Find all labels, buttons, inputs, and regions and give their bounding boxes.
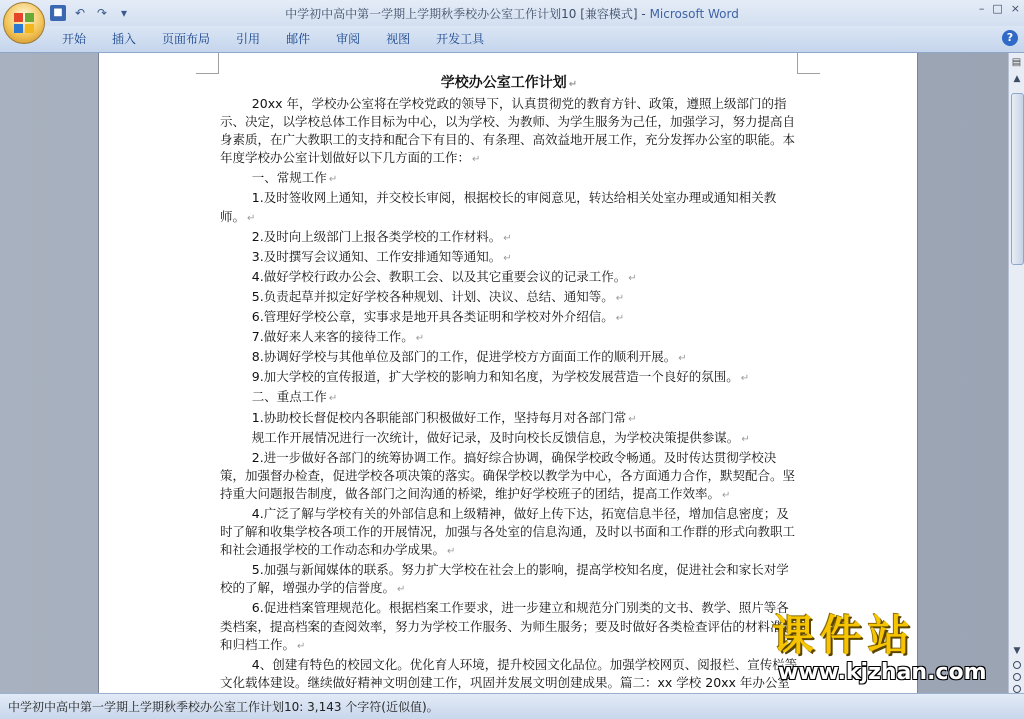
- watermark-url: www.kjzhan.com: [778, 660, 987, 685]
- paragraph-mark-icon: ↵: [397, 584, 406, 596]
- watermark-brand: 课件站: [772, 611, 917, 660]
- window-controls: [979, 2, 1020, 15]
- paragraph-mark-icon: ↵: [328, 174, 338, 186]
- office-logo-icon: [14, 13, 34, 33]
- paragraph: 8.协调好学校与其他单位及部门的工作，促进学校方方面面工作的顺利开展。 ↵: [220, 349, 687, 365]
- close-button[interactable]: ×: [1010, 2, 1020, 15]
- paragraph-mark-icon: ↵: [678, 353, 687, 365]
- tab-home[interactable]: 开始: [62, 32, 87, 46]
- paragraph-mark-icon: ↵: [472, 154, 481, 166]
- document-name: 中学初中高中第一学期上学期秋季校办公室工作计划10 [兼容模式] -: [285, 7, 650, 21]
- app-name: Microsoft Word: [649, 7, 739, 21]
- paragraph-mark-icon: ↵: [415, 333, 425, 345]
- save-icon[interactable]: ■: [50, 5, 66, 21]
- tab-references[interactable]: 引用: [236, 32, 261, 46]
- crop-mark: [797, 53, 820, 74]
- office-button[interactable]: [3, 2, 45, 44]
- paragraph-mark-icon: ↵: [328, 393, 338, 405]
- undo-icon[interactable]: ↶: [74, 6, 86, 20]
- tab-mailings[interactable]: 邮件: [286, 32, 311, 46]
- paragraph: 4.做好学校行政办公会、教职工会、以及其它重要会议的记录工作。 ↵: [220, 268, 637, 284]
- tab-view[interactable]: 视图: [386, 32, 411, 46]
- maximize-button[interactable]: □: [992, 2, 1003, 15]
- vertical-scrollbar[interactable]: [1008, 53, 1024, 693]
- status-bar: [0, 693, 1024, 719]
- scroll-up-icon[interactable]: ▲: [1013, 74, 1021, 84]
- paragraph: 1.协助校长督促校内各职能部门积极做好工作，坚持每月对各部门常 ↵: [220, 409, 637, 425]
- crop-mark: [196, 53, 219, 74]
- paragraph: 6.管理好学校公章，实事求是地开具各类证明和学校对外介绍信。 ↵: [220, 309, 625, 325]
- status-text: 中学初中高中第一学期上学期秋季校办公室工作计划10: 3,143 个字符(近似值)。: [8, 700, 439, 714]
- paragraph-mark-icon: ↵: [722, 489, 731, 501]
- paragraph: 一、常规工作 ↵: [220, 170, 338, 186]
- redo-icon[interactable]: ↷: [96, 6, 108, 20]
- paragraph: 6.促进档案管理规范化。根据档案工作要求，进一步建立和规范分门别类的文书、教学、照片等各类档案，提高档案的查阅效率，努力为学校工作服务、为师生服务；要及时做好各类检查评估的材料准备和归档工作。 ↵: [220, 600, 796, 652]
- paragraph-mark-icon: ↵: [741, 433, 750, 445]
- paragraph: 规工作开展情况进行一次统计，做好记录，及时向校长反馈信息，为学校决策提供参谋。 ↵: [220, 429, 750, 445]
- paragraph-mark-icon: ↵: [503, 232, 512, 244]
- paragraph: 二、重点工作 ↵: [220, 389, 338, 405]
- paragraph: 20xx 年，学校办公室将在学校党政的领导下，认真贯彻党的教育方针、政策，遵照上级部门的指示、决定，以学校总体工作目标为中心，以为学校、为教师、为学生服务为己任，加强学习，努力提高自身素质，在广大教职工的支持和配合下有目的、有条理、高效益地开展工作，充分发挥办公室的职能。本年度学校办公室计划做好以下几方面的工作： ↵: [220, 96, 796, 166]
- paragraph-mark-icon: ↵: [247, 212, 256, 224]
- tab-page-layout[interactable]: 页面布局: [162, 32, 211, 46]
- help-icon[interactable]: ?: [1002, 30, 1018, 46]
- paragraph-mark-icon: ↵: [628, 272, 637, 284]
- document-area: [0, 53, 1008, 693]
- paragraph-mark-icon: ↵: [297, 640, 306, 652]
- paragraph: 2.及时向上级部门上报各类学校的工作材料。 ↵: [220, 228, 512, 244]
- window-title: [0, 5, 1024, 22]
- paragraph-mark-icon: ↵: [740, 373, 750, 385]
- paragraph: 3.及时撰写会议通知、工作安排通知等通知。 ↵: [220, 248, 512, 264]
- tab-review[interactable]: 审阅: [336, 32, 361, 46]
- ruler-toggle-icon[interactable]: ▤: [1011, 57, 1022, 68]
- tab-insert[interactable]: 插入: [112, 32, 137, 46]
- document-body[interactable]: [220, 73, 798, 693]
- paragraph: 2.进一步做好各部门的统筹协调工作。搞好综合协调，确保学校政令畅通。及时传达贯彻学校决策，加强督办检查，促进学校各项决策的落实。确保学校以教学为中心，各方面通力合作，默契配合。坚持重大问题报告制度，做各部门之间沟通的桥梁，维护好学校班子的团结，提高工作效率。 ↵: [220, 449, 796, 501]
- ribbon-tabs: [62, 31, 510, 47]
- paragraph-mark-icon: ↵: [615, 292, 625, 304]
- ribbon: [0, 26, 1024, 53]
- title-bar: [0, 0, 1024, 26]
- scroll-thumb[interactable]: [1011, 93, 1024, 265]
- document-page[interactable]: [98, 53, 918, 693]
- document-title: 学校办公室工作计划 ↵: [440, 75, 578, 91]
- paragraph-mark-icon: ↵: [615, 313, 625, 325]
- paragraph: 5.加强与新闻媒体的联系。努力扩大学校在社会上的影响，提高学校知名度，促进社会和家长对学校的了解，增强办学的信誉度。 ↵: [220, 562, 789, 596]
- paragraph: 4.广泛了解与学校有关的外部信息和上级精神，做好上传下达，拓宽信息半径，增加信息密度；及时了解和收集学校各项工作的开展情况，加强与各处室的信息沟通，及时以书面和工作群的形式向教职工和社会通报学校的工作动态和办学成果。 ↵: [220, 505, 796, 558]
- scroll-down-icon[interactable]: ▼: [1013, 646, 1021, 656]
- paragraph-mark-icon: ↵: [628, 413, 637, 425]
- watermark-logo: [772, 612, 1022, 692]
- paragraph-mark-icon: ↵: [447, 546, 456, 558]
- minimize-button[interactable]: –: [978, 2, 985, 15]
- tab-developer[interactable]: 开发工具: [436, 32, 485, 46]
- customize-icon[interactable]: ▾: [120, 6, 128, 20]
- paragraph-mark-icon: ↵: [503, 252, 512, 264]
- paragraph: 5.负责起草并拟定好学校各种规划、计划、决议、总结、通知等。 ↵: [220, 288, 625, 304]
- paragraph: 7.做好来人来客的接待工作。 ↵: [220, 329, 425, 345]
- paragraph: 1.及时签收网上通知，并交校长审阅，根据校长的审阅意见，转达给相关处室办理或通知相关教师。 ↵: [220, 190, 777, 224]
- paragraph: 9.加大学校的宣传报道，扩大学校的影响力和知名度，为学校发展营造一个良好的氛围。 ↵: [220, 369, 750, 385]
- paragraph: 4、创建有特色的校园文化。优化育人环境，提升校园文化品位。加强学校网页、阅报栏、宣传栏等文化载体建设。继续做好精神文明创建工作，巩固并发展文明创建成果。篇二：xx 学校 20xx 年办公室: [220, 656, 798, 690]
